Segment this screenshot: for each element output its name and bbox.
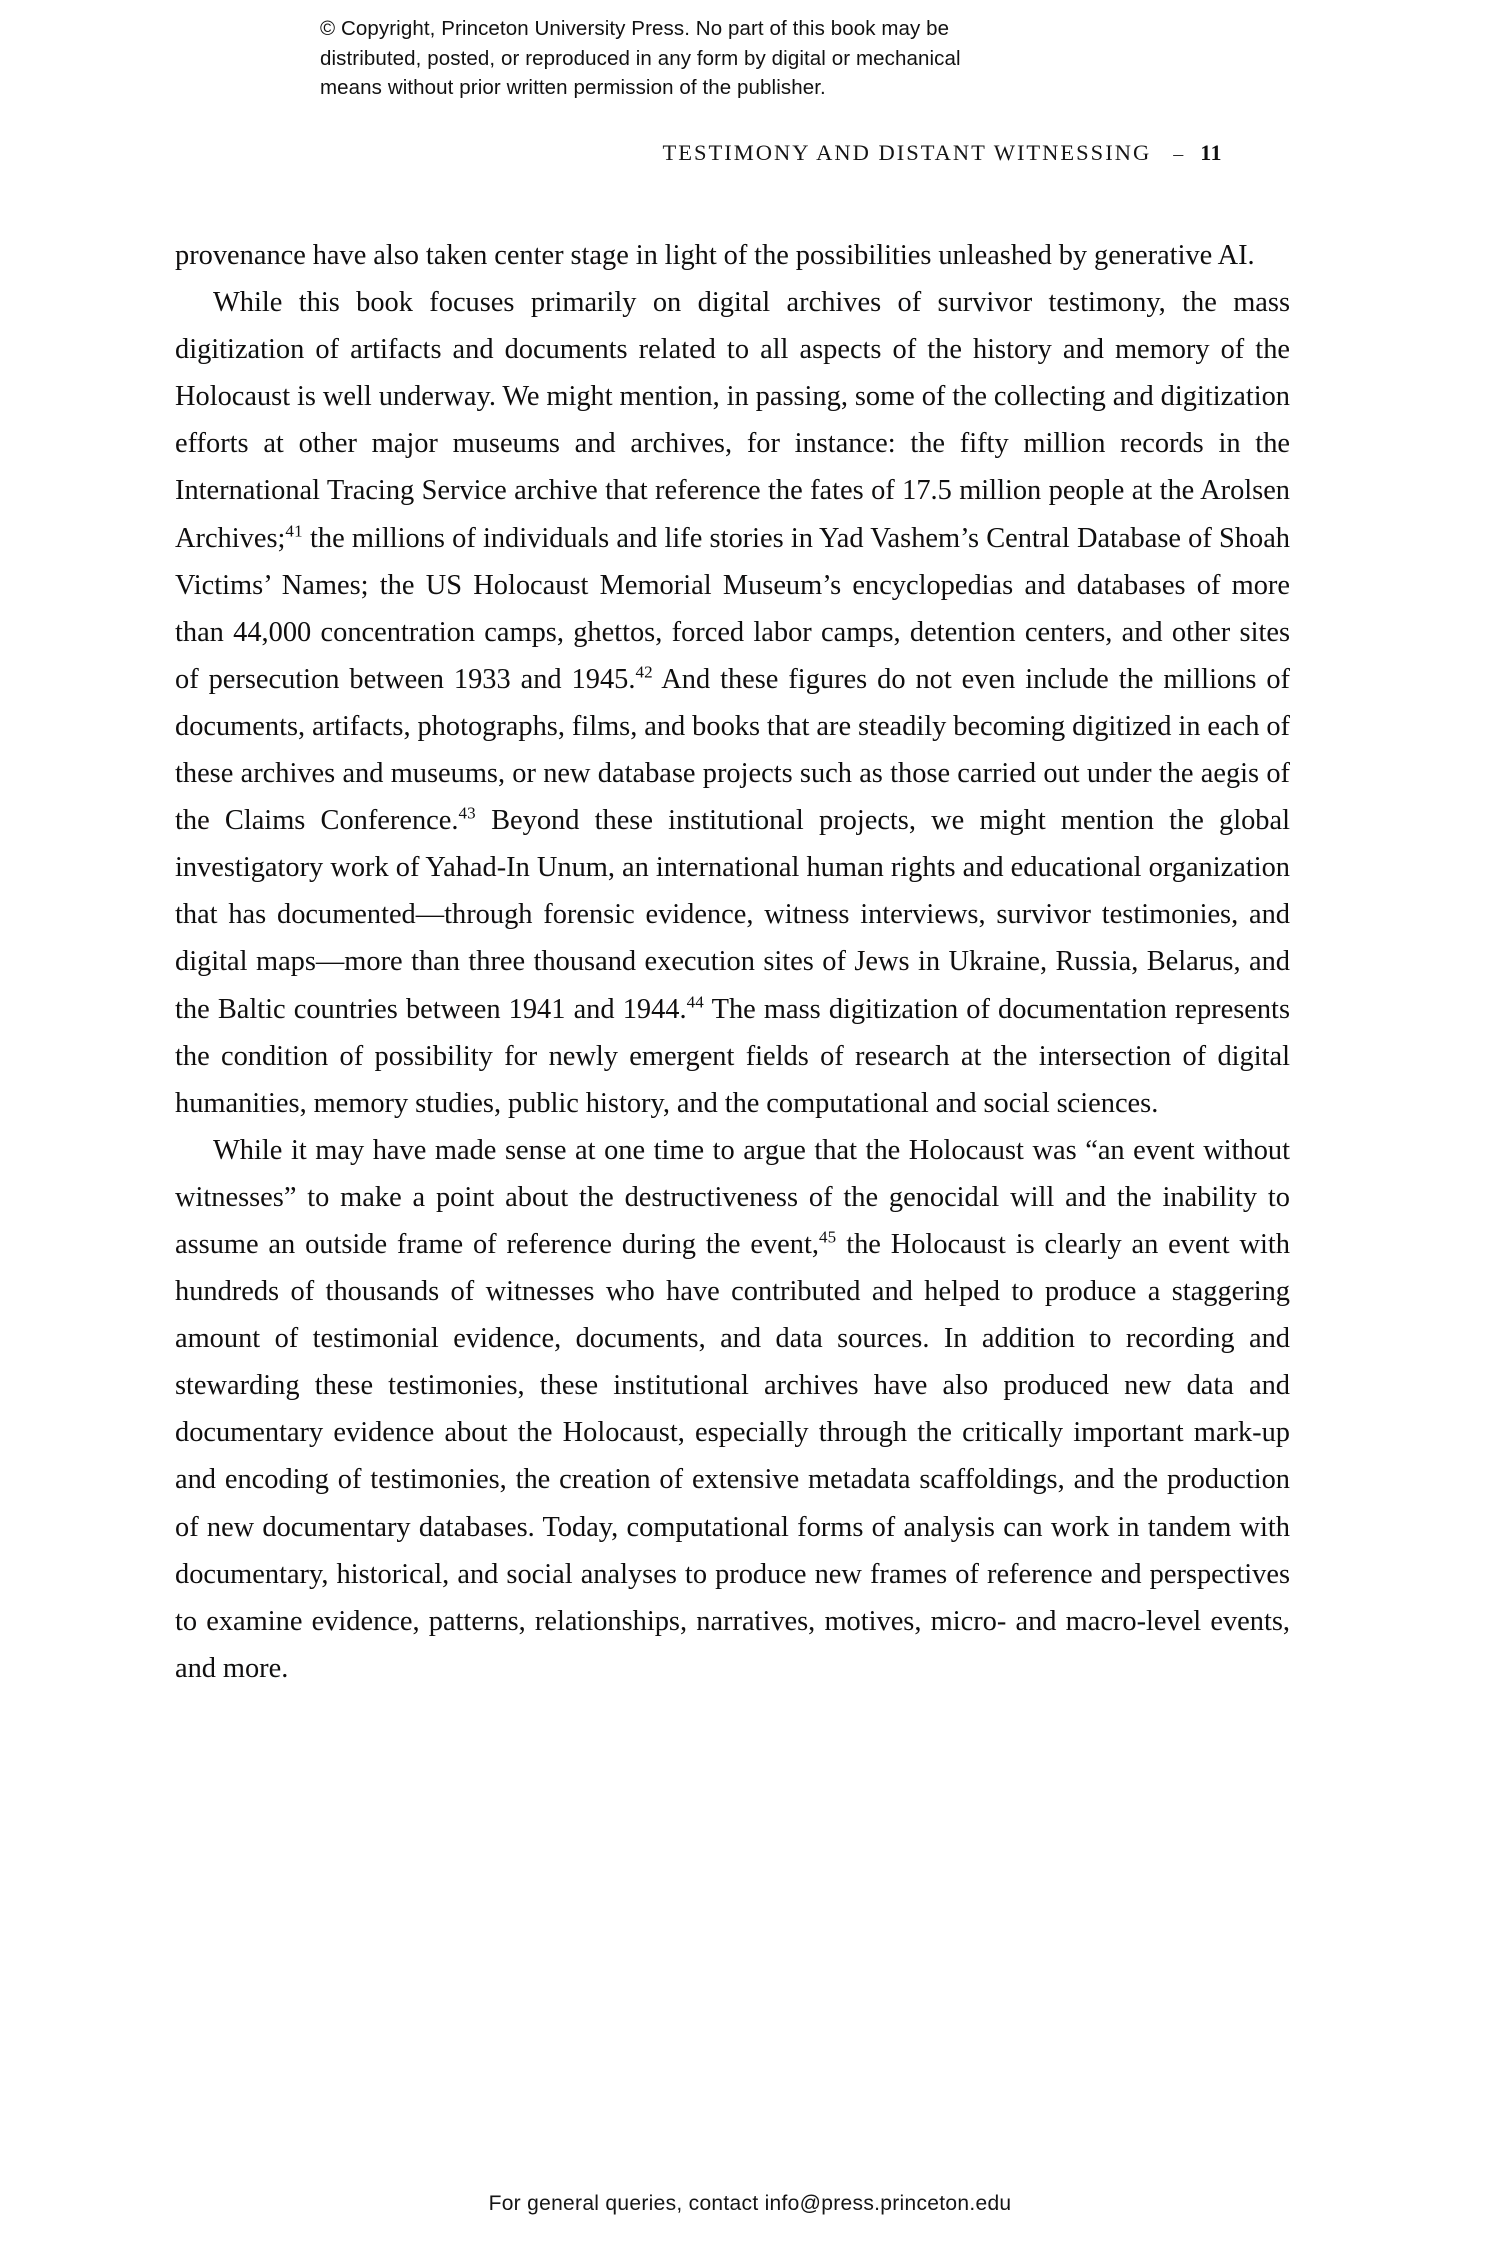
page-footer (0, 2192, 1500, 2216)
running-head (200, 140, 1300, 174)
page-number: 11 (1200, 140, 1222, 165)
running-head-separator: – (1173, 143, 1184, 165)
copyright-notice-line-3: means without prior written permission of the publisher. (320, 76, 826, 100)
paragraph-while-it-may: While it may have made sense at one time to argue that the Holocaust was “an event without witnesses” to make a point about the destructiveness of the genocidal will and the inability to assume an outside frame of reference during the event,$^{45}$ the Holocaust is clearly an event with hundreds of thousands of witnesses who have contributed and helped to produce a staggering amount of testimonial evidence, documents, and data sources. In addition to recording and stewarding these testimonies, these institutional archives have also produced new data and documentary evidence about the Holocaust, especially through the critically important mark-up and encoding of testimonies, the creation of extensive metadata scaffoldings, and the production of new documentary databases. Today, computational forms of analysis can work in tandem with documentary, historical, and social analyses to produce new frames of reference and perspectives to examine evidence, patterns, relationships, narratives, motives, micro- and macro-level events, and more. (175, 1134, 1290, 1684)
paragraph-while-this-book: While this book focuses primarily on digital archives of survivor testimony, the mass digitization of artifacts and documents related to all aspects of the history and memory of the Holocaust is well underway. We might mention, in passing, some of the collecting and digitization efforts at other major museums and archives, for instance: the fifty million records in the International Tracing Service archive that reference the fates of 17.5 million people at the Arolsen Archives;$^{41}$ the millions of individuals and life stories in Yad Vashem’s Central Database of Shoah Victims’ Names; the US Holocaust Memorial Museum’s encyclopedias and databases of more than 44,000 concentration camps, ghettos, forced labor camps, detention centers, and other sites of persecution between 1933 and 1945.42 And these figures do not even include the millions of documents, artifacts, photographs, films, and books that are steadily becoming digitized in each of these archives and museums, or new database projects such as those carried out under the aegis of the Claims Conference.$^{43}$ Beyond these institutional projects, we might mention the global investigatory work of Yahad-In Unum, an international human rights and educational organization that has documented—through forensic evidence, witness interviews, survivor testimonies, and digital maps—more than three thousand execution sites of Jews in Ukraine, Russia, Belarus, and the Baltic countries between 1941 and 1944.44 The mass digitization of documentation represents the condition of possibility for newly emergent fields of research at the intersection of digital humanities, memory studies, public history, and the computational and social sciences. (175, 287, 1290, 1119)
copyright-notice-line-2: distributed, posted, or reproduced in any form by digital or mechanical (320, 46, 961, 70)
copyright-notice (320, 14, 1170, 103)
body-text-block (175, 232, 1290, 1692)
footer-queries-text: For general queries, contact info@press.princeton.edu (488, 2192, 1012, 2215)
copyright-notice-line-1: © Copyright, Princeton University Press. No part of this book may be (320, 17, 950, 40)
running-head-title: TESTIMONY AND DISTANT WITNESSING (662, 140, 1152, 165)
paragraph-provenance: provenance have also taken center stage in light of the possibilities unleashed by generative AI. (175, 240, 1255, 271)
